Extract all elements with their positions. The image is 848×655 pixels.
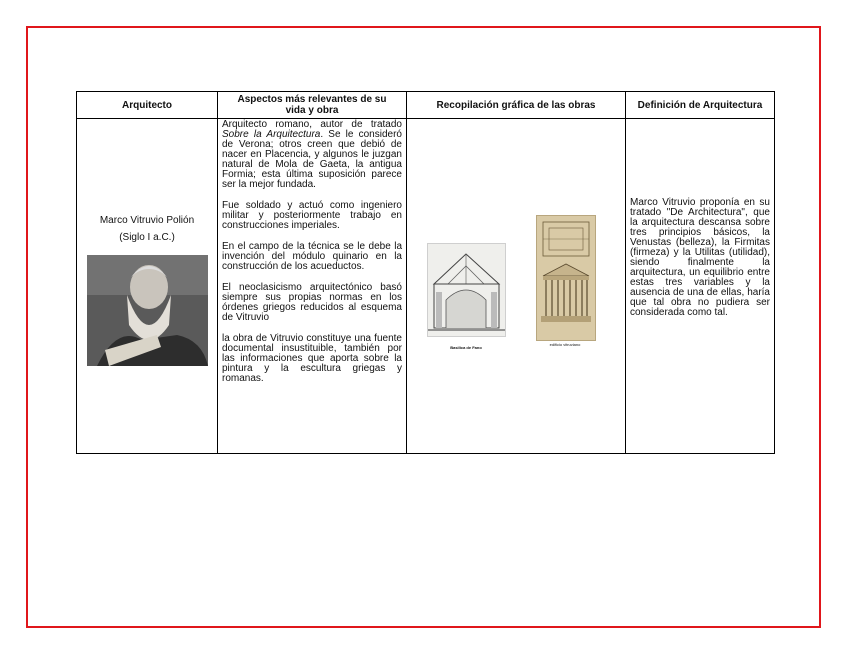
aspects-p1-text: Arquitecto romano, autor de tratado [222,119,402,130]
aspects-paragraph-5: la obra de Vitruvio constituye una fuente documental insustituible, también por las informaciones que aporta sobre la pintura y la escultura griegas y romanas. [222,333,402,384]
aspects-paragraph-1 [222,120,402,190]
aspects-paragraph-3: En el campo de la técnica se le debe la invención del módulo quinario en la construcción de los acueductos. [222,241,402,272]
header-gallery: Recopilación gráfica de las obras [407,92,626,119]
aspects-cell [218,119,407,454]
header-row [77,92,775,119]
treatise-title: Sobre la Arquitectura [222,129,321,140]
architect-table [76,91,775,454]
definition-text: Marco Vitruvio proponía en su tratado "De Architectura", que la arquitectura descansa sobre tres principios básicos, la Venustas (belleza), la Firmitas (firmeza) y la Utilitas (utilidad), siendo finalmente la arquitectura, un equilibrio entre estas tres variables y la ausencia de una de ellas, haría que tal obra no pudiera ser considerada como tal. [630,197,770,318]
header-definition: Definición de Arquitectura [626,92,775,119]
basilica-section-image [427,243,506,337]
content-row [77,119,775,454]
aspects-p1-text-end: . Se le consideró de Verona; otros creen que debió de nacer en Placencia, y algunos le juzgan natural de Mola de Gaeta, la antigua Formia; esta última suposición parece ser la mejor fundada. [222,129,402,190]
temple-caption: edificio vitruviano [549,342,581,347]
definition-cell [626,119,775,454]
aspects-paragraph-4: El neoclasicismo arquitectónico basó siempre sus propias normas en los órdenes griegos reducidos al esquema de Vitruvio [222,282,402,323]
gallery-cell [407,119,626,454]
temple-plan-image [536,215,596,341]
aspects-paragraph-2: Fue soldado y actuó como ingeniero militar y posteriormente trabajo en construcciones imperiales. [222,200,402,231]
header-architect: Arquitecto [77,92,218,119]
header-aspects: Aspectos más relevantes de su vida y obra [218,92,407,119]
architect-name: Marco Vitruvio Polión [99,215,195,226]
basilica-caption: Basilica de Fano [450,345,482,350]
architect-period: (Siglo I a.C.) [119,232,175,243]
architect-cell [77,119,218,454]
vitruvius-portrait [87,255,208,366]
